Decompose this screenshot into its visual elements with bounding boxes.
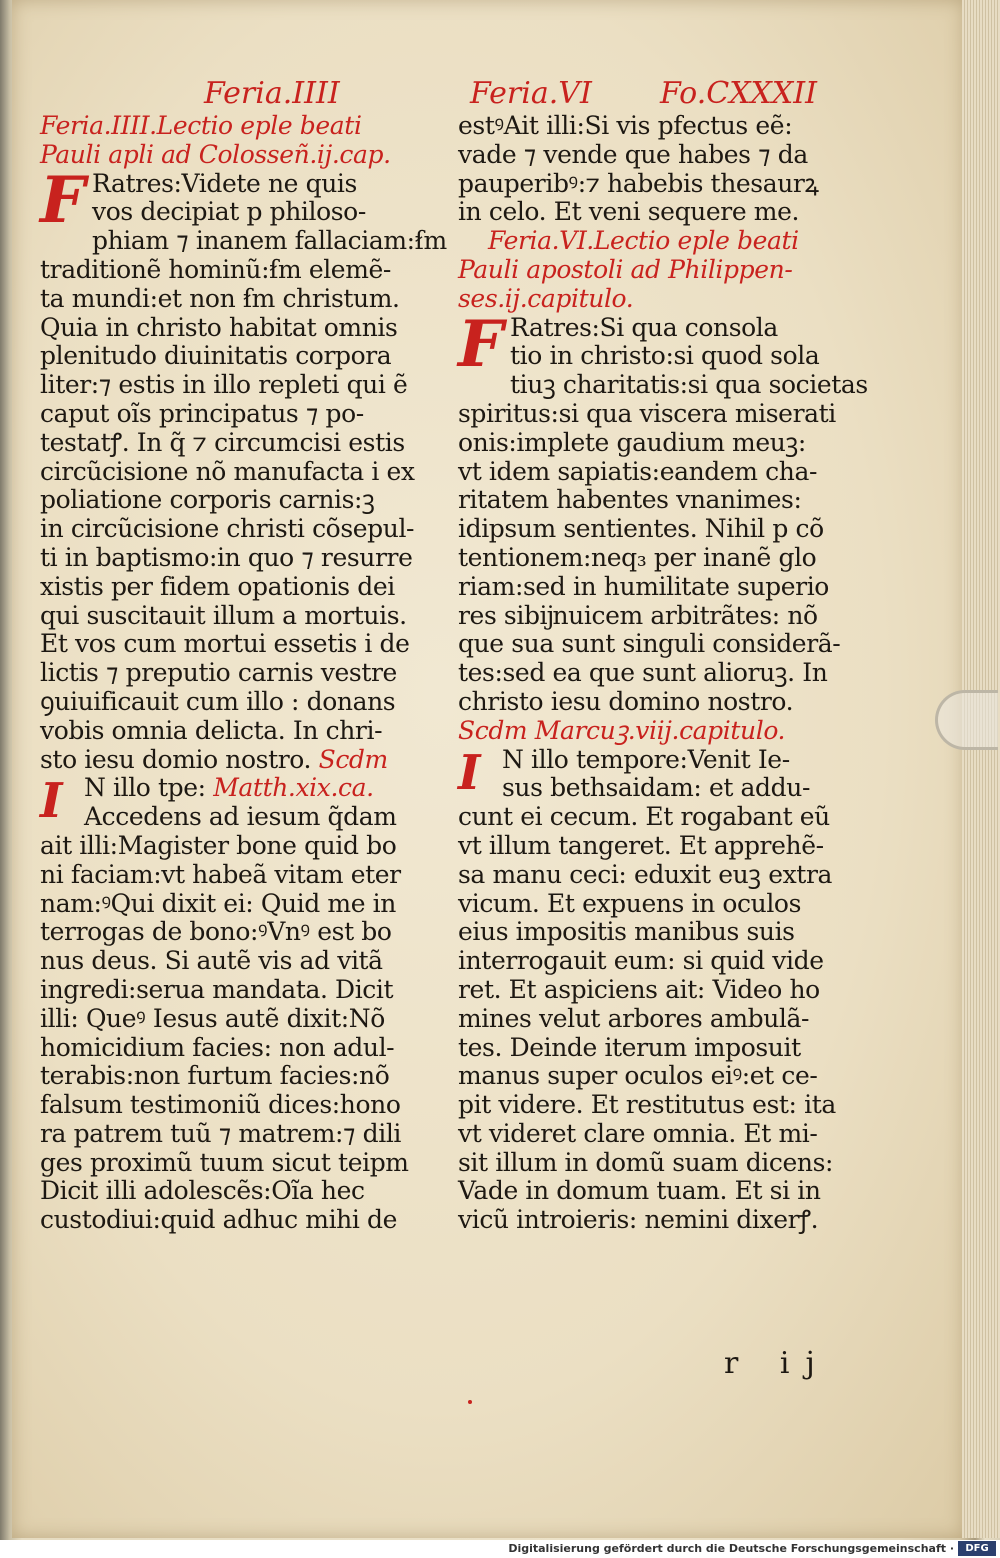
text-line xyxy=(40,774,440,803)
text-line: Ratres:Videte ne quis xyxy=(92,168,357,198)
right-column xyxy=(458,111,868,1235)
initial-block xyxy=(40,162,440,238)
text-line: Et vos cum mortui essetis i de xyxy=(40,629,410,659)
text-line: vicũ introieris: nemini dixerꝭ. xyxy=(458,1205,819,1235)
text-line: vt idem sapiatis:eandem cha- xyxy=(458,456,818,486)
left-column xyxy=(40,111,447,1235)
text-line: idipsum sentientes. Nihil p cõ xyxy=(458,514,824,544)
text-line: qui suscitauit illum a mortuis. xyxy=(40,600,407,630)
footer-credit: Digitalisierung gefördert durch die Deutsche Forschungsgemeinschaft · xyxy=(508,1542,954,1555)
text-line: mines velut arbores ambulã- xyxy=(458,1003,810,1033)
rubric-line: Feria.IIII.Lectio eple beati xyxy=(40,111,362,140)
text-line: ꝯuiuificauit cum illo : donans xyxy=(40,686,396,716)
text-line: res sibĳnuicem arbitrãtes: nõ xyxy=(458,600,818,630)
text-line: tio in christo:si quod sola xyxy=(510,341,820,371)
text-line: ait illi:Magister bone quid bo xyxy=(40,830,397,860)
text-line: nus deus. Si autẽ vis ad vitã xyxy=(40,946,383,976)
text-line: manus super oculos eiꝰ:et ce- xyxy=(458,1061,818,1091)
text-line: terrogas de bono:ꝰVnꝰ est bo xyxy=(40,917,392,947)
text-line: vt illum tangeret. Et apprehẽ- xyxy=(458,830,824,860)
text-line: sit illum in domũ suam dicens: xyxy=(458,1147,834,1177)
dfg-logo: DFG xyxy=(958,1541,996,1556)
text-line: phiam ⁊ inanem fallaciam:ẜm xyxy=(92,226,447,256)
text-line: tes:sed ea que sunt alioruꝫ. In xyxy=(458,658,828,688)
decorated-initial: I xyxy=(40,773,63,830)
text-line: falsum testimoniũ dices:hono xyxy=(40,1090,401,1120)
text-line: riam:sed in humilitate superio xyxy=(458,571,829,601)
initial-block-2 xyxy=(40,774,440,832)
text-line: caput oĩs principatus ⁊ po- xyxy=(40,398,364,428)
text-line: ingredi:serua mandata. Dicit xyxy=(40,974,394,1004)
text-line: que sua sunt singuli considerã- xyxy=(458,629,841,659)
text-span: sto iesu domio nostro. xyxy=(40,744,312,774)
page-fore-edge xyxy=(962,0,1000,1538)
text-line: sus bethsaidam: et addu- xyxy=(502,773,811,803)
text-line: ni faciam:vt habeã vitam eter xyxy=(40,859,401,889)
text-line: vicum. Et expuens in oculos xyxy=(458,888,802,918)
text-line: Quia in christo habitat omnis xyxy=(40,312,398,342)
text-line: pit videre. Et restitutus est: ita xyxy=(458,1090,836,1120)
gospel-rubric: Scdm Marcuꝫ.viij.capitulo. xyxy=(458,715,786,745)
text-line: terabis:non furtum facies:nõ xyxy=(40,1061,390,1091)
text-line: ra patrem tuũ ⁊ matrem:⁊ dili xyxy=(40,1118,402,1148)
initial-block xyxy=(458,306,858,382)
text-line: ges proximũ tuum sicut teipm xyxy=(40,1147,409,1177)
text-line: Vade in domum tuam. Et si in xyxy=(458,1176,821,1206)
text-line: poliatione corporis carnis:ꝫ xyxy=(40,485,375,515)
text-line: cunt ei cecum. Et rogabant eũ xyxy=(458,802,830,832)
text-line: christo iesu domino nostro. xyxy=(458,686,794,716)
text-line: pauperibꝰ:⁊ habebis thesaurꝝ xyxy=(458,168,819,198)
text-line: xistis per fidem opationis dei xyxy=(40,571,395,601)
rubric-line: ses.ij.capitulo. xyxy=(458,283,634,313)
red-dot-mark xyxy=(468,1400,472,1404)
text-line: tentionem:neq₃ per inanẽ glo xyxy=(458,542,817,572)
text-line: ritatem habentes vnanimes: xyxy=(458,485,802,515)
text-line: lictis ⁊ preputio carnis vestre xyxy=(40,658,397,688)
text-line: Ratres:Si qua consola xyxy=(510,312,778,342)
text-line: homicidium facies: non adul- xyxy=(40,1032,395,1062)
gospel-reference: Matth.xix.ca. xyxy=(213,773,374,803)
text-line: Dicit illi adolescẽs:Oĩa hec xyxy=(40,1176,365,1206)
signature-mark: r ij xyxy=(724,1346,831,1381)
folio-number: Fo.CXXXII xyxy=(660,76,817,111)
text-line: tes. Deinde iterum imposuit xyxy=(458,1032,801,1062)
text-line: spiritus:si qua viscera miserati xyxy=(458,398,836,428)
text-line: vos decipiat p philoso- xyxy=(92,197,366,227)
initial-block-2 xyxy=(458,746,858,804)
rubric-line: Pauli apostoli ad Philippen- xyxy=(458,254,793,284)
text-line: testatꝭ. In q̃ ⁊ circumcisi estis xyxy=(40,427,405,457)
text-line: estꝰAit illi:Si vis pfectus eẽ: xyxy=(458,111,793,140)
running-head-middle: Feria.VI xyxy=(470,76,592,111)
text-line: ti in baptismo:in quo ⁊ resurre xyxy=(40,542,413,572)
text-line: vt videret clare omnia. Et mi- xyxy=(458,1118,818,1148)
text-line: circũcisione nõ manufacta i ex xyxy=(40,456,415,486)
text-line: interrogauit eum: si quid vide xyxy=(458,946,824,976)
text-line: custodiui:quid adhuc mihi de xyxy=(40,1205,398,1235)
decorated-initial: F xyxy=(40,162,86,238)
text-line: liter:⁊ estis in illo repleti qui ẽ xyxy=(40,370,408,400)
page-clip xyxy=(935,690,998,750)
text-span: N illo tpe: xyxy=(84,773,206,803)
text-line: tiuꝫ charitatis:si qua societas xyxy=(510,370,868,400)
text-line: ta mundi:et non ẜm christum. xyxy=(40,283,400,313)
gospel-rubric: Scdm xyxy=(318,744,388,774)
text-line: eius impositis manibus suis xyxy=(458,917,795,947)
running-head-left: Feria.IIII xyxy=(204,76,340,111)
text-line: plenitudo diuinitatis corpora xyxy=(40,341,392,371)
text-line: traditionẽ hominũ:ẜm elemẽ- xyxy=(40,254,391,284)
text-line xyxy=(40,746,440,775)
text-line: sa manu ceci: eduxit euꝫ extra xyxy=(458,859,833,889)
decorated-initial: F xyxy=(458,306,504,382)
text-line: onis:implete gaudium meuꝫ: xyxy=(458,427,806,457)
text-line: nam:ꝰQui dixit ei: Quid me in xyxy=(40,888,396,918)
rubric-line: Feria.VI.Lectio eple beati xyxy=(488,226,799,256)
text-line: N illo tempore:Venit Ie- xyxy=(502,744,790,774)
text-line: in circũcisione christi cõsepul- xyxy=(40,514,415,544)
text-line: ret. Et aspiciens ait: Video ho xyxy=(458,974,820,1004)
text-line: in celo. Et veni sequere me. xyxy=(458,197,800,227)
rubric-line: Pauli apli ad Colosseñ.ij.cap. xyxy=(40,139,391,169)
decorated-initial: I xyxy=(458,744,481,801)
text-line: Accedens ad iesum q̃dam xyxy=(84,802,397,832)
text-line: illi: Queꝰ Iesus autẽ dixit:Nõ xyxy=(40,1003,385,1033)
text-line: vade ⁊ vende que habes ⁊ da xyxy=(458,139,808,169)
text-line: vobis omnia delicta. In chri- xyxy=(40,715,383,745)
